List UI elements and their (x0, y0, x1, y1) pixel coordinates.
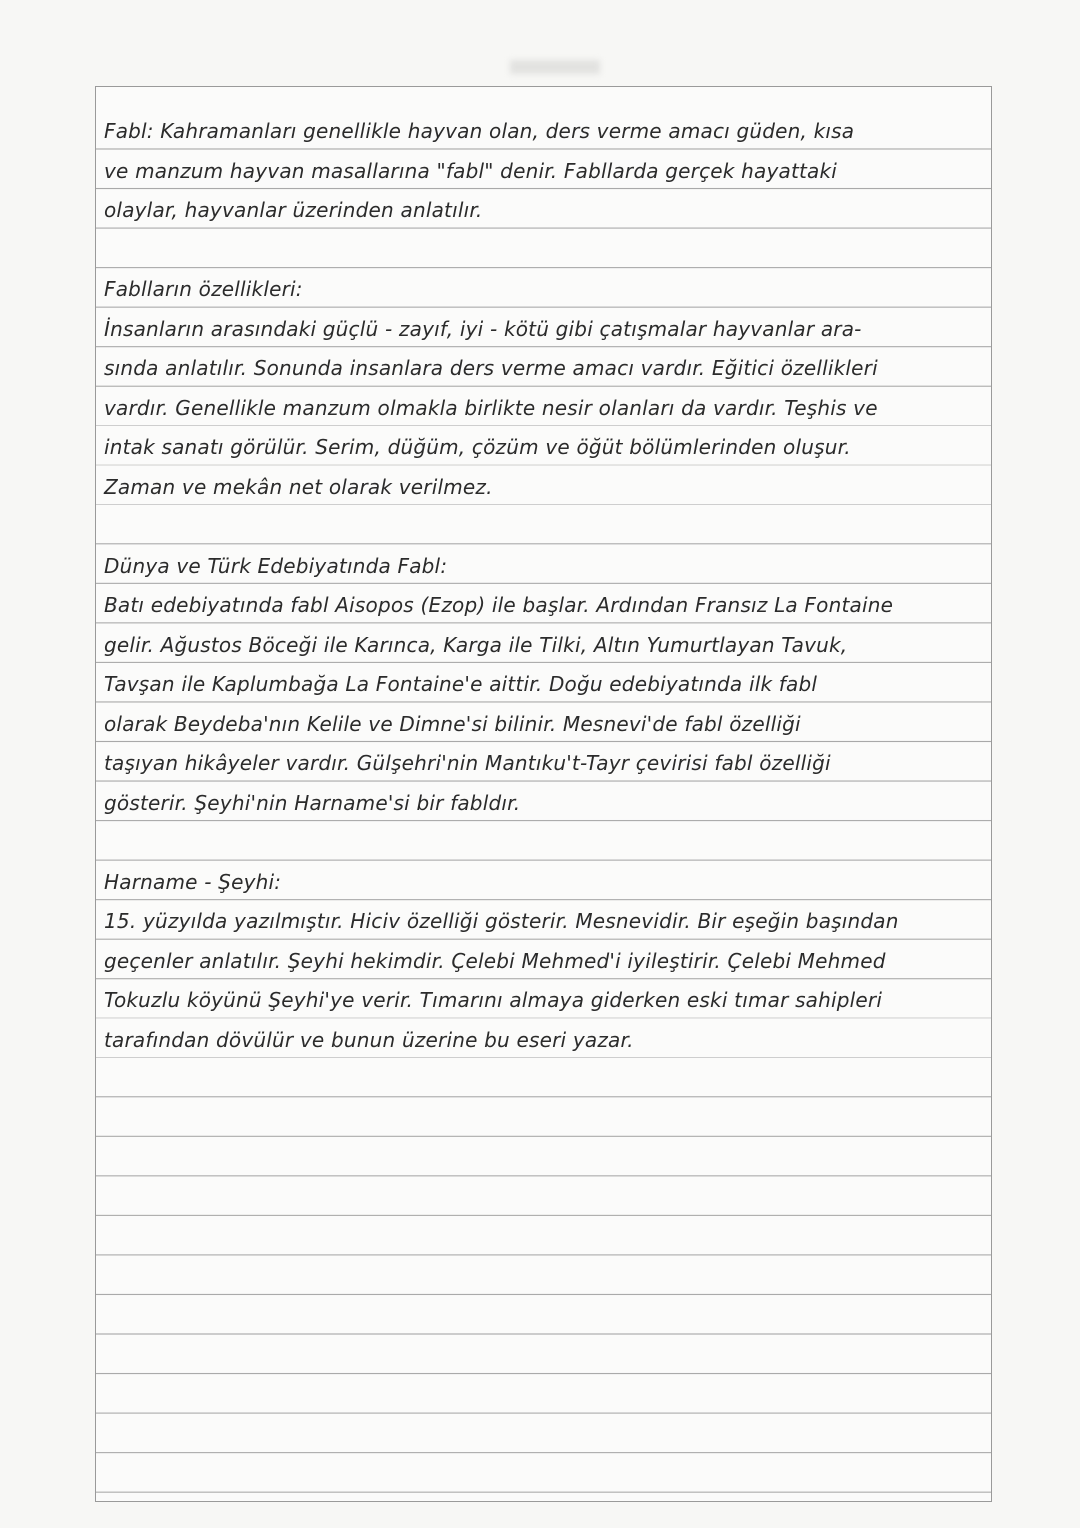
intro-line-2: ve manzum hayvan masallarına "fabl" denir. Fabllarda gerçek hayattaki (104, 158, 838, 183)
features-line-3: vardır. Genellikle manzum olmakla birlikte nesir olanları da vardır. Teşhis ve (104, 395, 878, 420)
section-heading-harname: Harname - Şeyhi: (104, 869, 282, 894)
handwritten-notes (104, 112, 983, 1060)
blank-line (104, 823, 983, 863)
harname-line-3: Tokuzlu köyünü Şeyhi'ye verir. Tımarını almaya giderken eski tımar sahipleri (104, 988, 883, 1012)
intro-line-3: olaylar, hayvanlar üzerinden anlatılır. (104, 198, 483, 222)
blank-line (104, 231, 983, 271)
world-line-4: olarak Beydeba'nın Kelile ve Dimne'si bilinir. Mesnevi'de fabl özelliği (104, 711, 801, 736)
blank-line (104, 507, 983, 547)
notebook-page (95, 86, 992, 1502)
world-line-5: taşıyan hikâyeler vardır. Gülşehri'nin Mantıku't-Tayr çevirisi fabl özelliği (104, 751, 831, 775)
harname-line-2: geçenler anlatılır. Şeyhi hekimdir. Çelebi Mehmed'i iyileştirir. Çelebi Mehmed (104, 948, 886, 973)
world-line-3: Tavşan ile Kaplumbağa La Fontaine'e aittir. Doğu edebiyatında ilk fabl (104, 672, 818, 696)
section-heading-world-turkish: Dünya ve Türk Edebiyatında Fabl: (104, 553, 448, 578)
features-line-4: intak sanatı görülür. Serim, düğüm, çözüm ve öğüt bölümlerinden oluşur. (104, 435, 851, 459)
intro-line-1: Fabl: Kahramanları genellikle hayvan olan, ders verme amacı güden, kısa (104, 119, 855, 143)
features-line-1: İnsanların arasındaki güçlü - zayıf, iyi - kötü gibi çatışmalar hayvanlar ara- (104, 316, 862, 341)
world-line-2: gelir. Ağustos Böceği ile Karınca, Karga ile Tilki, Altın Yumurtlayan Tavuk, (104, 632, 848, 657)
world-line-6: gösterir. Şeyhi'nin Harname'si bir fabldır. (104, 790, 521, 815)
features-line-2: sında anlatılır. Sonunda insanlara ders verme amacı vardır. Eğitici özellikleri (104, 356, 878, 380)
bleed-through-mark (510, 60, 600, 74)
features-line-5: Zaman ve mekân net olarak verilmez. (104, 474, 493, 499)
harname-line-4: tarafından dövülür ve bunun üzerine bu eseri yazar. (104, 1027, 634, 1052)
world-line-1: Batı edebiyatında fabl Aisopos (Ezop) ile başlar. Ardından Fransız La Fontaine (104, 593, 894, 617)
section-heading-features: Fablların özellikleri: (104, 277, 303, 301)
harname-line-1: 15. yüzyılda yazılmıştır. Hiciv özelliği gösterir. Mesnevidir. Bir eşeğin başından (104, 909, 899, 933)
